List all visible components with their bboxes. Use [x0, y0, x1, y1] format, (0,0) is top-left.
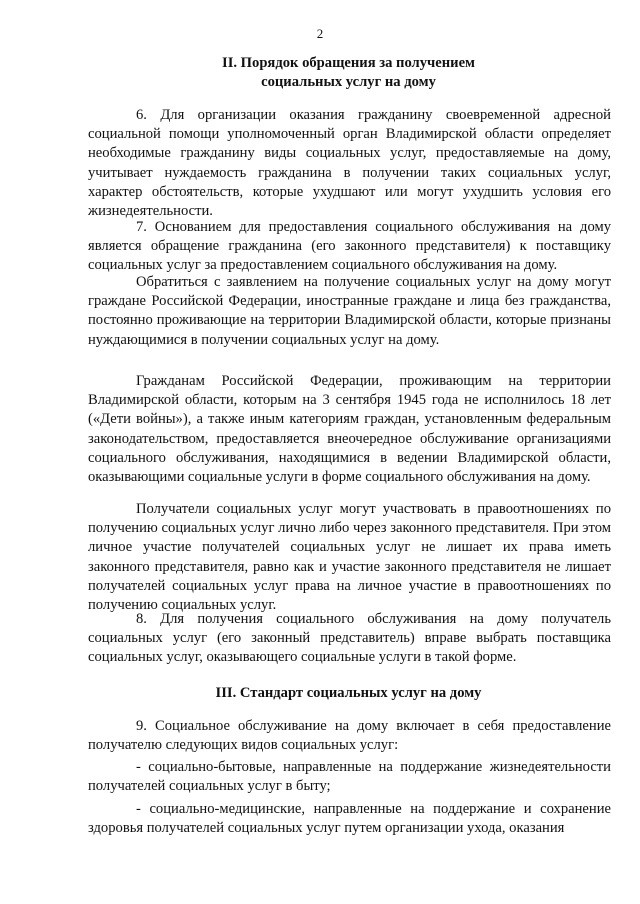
paragraph-legal-representative: Получатели социальных услуг могут участвовать в правоотношениях по получению социальных услуг лично либо через законного представителя. При этом личное участие получателей социальных услуг не лишает их права иметь законного представителя, равно как и участие законного представителя не лишает получателей социальных услуг права на личное участие в правоотношениях по получению социальных услуг. [88, 501, 611, 614]
list-item-social-medical: - социально-медицинские, направленные на поддержание и сохранение здоровья получателей социальных услуг путем организации ухода, оказания [88, 801, 611, 837]
paragraph-6: 6. Для организации оказания гражданину своевременной адресной социальной помощи уполномоченный орган Владимирской области определяет необходимые гражданину виды социальных услуг, предоставляемые на дому, учитывает нуждаемость гражданина в получении таких социальных услуг, характер обстоятельств, которые ухудшают или могут ухудшить условия его жизнедеятельности. [88, 107, 611, 220]
list-item-social-household: - социально-бытовые, направленные на поддержание жизнедеятельности получателей социальных услуг в быту; [88, 759, 611, 795]
paragraph-7: 7. Основанием для предоставления социального обслуживания на дому является обращение гражданина (его законного представителя) к поставщику социальных услуг за предоставлением социального обслуживания на дому. [88, 219, 611, 274]
section-3-title: III. Стандарт социальных услуг на дому [215, 685, 482, 701]
section-2-title-line-1: II. Порядок обращения за получением [222, 55, 475, 71]
section-2-title-line-2: социальных услуг на дому [261, 74, 436, 90]
paragraph-8: 8. Для получения социального обслуживания на дому получатель социальных услуг (его законный представитель) вправе выбрать поставщика социальных услуг, оказывающего социальные услуги в такой форме. [88, 611, 611, 666]
paragraph-applicants: Обратиться с заявлением на получение социальных услуг на дому могут граждане Российской Федерации, иностранные граждане и лица без гражданства, постоянно проживающие на территории Владимирской области, которые признаны нуждающимися в получении социальных услуг на дому. [88, 274, 611, 348]
paragraph-9: 9. Социальное обслуживание на дому включает в себя предоставление получателю следующих видов социальных услуг: [88, 718, 611, 754]
page-number: 2 [316, 26, 324, 41]
paragraph-priority-service: Гражданам Российской Федерации, проживающим на территории Владимирской области, которым на 3 сентября 1945 года не исполнилось 18 лет («Дети войны»), а также иным категориям граждан, установленным федеральным законодательством, предоставляется внеочередное обслуживание организациями социального обслуживания, находящимися в ведении Владимирской области, оказывающими социальные услуги в форме социального обслуживания на дому. [88, 373, 611, 486]
